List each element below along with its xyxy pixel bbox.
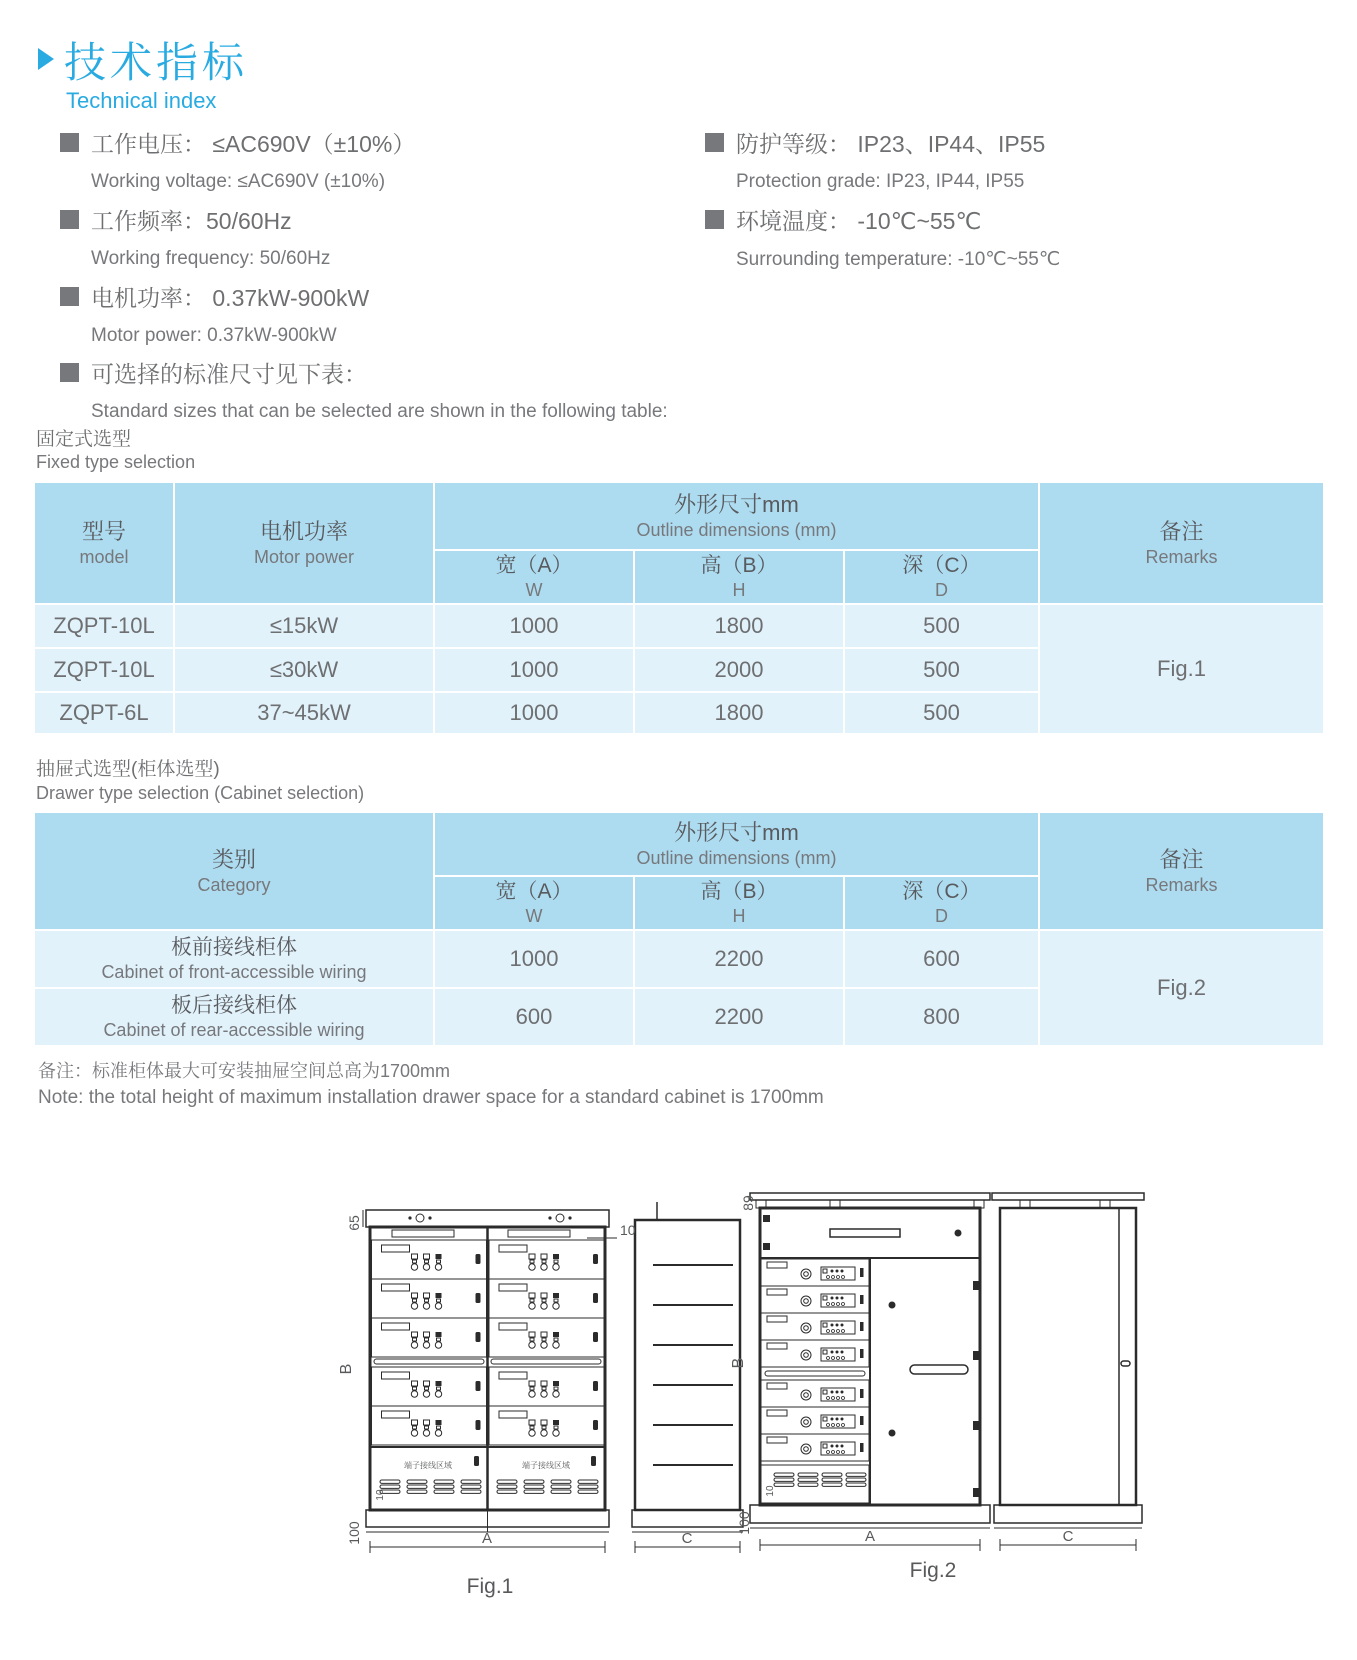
cell-width: 1000 — [509, 700, 559, 726]
fig2-dim-depth: C — [1062, 1528, 1074, 1545]
fig2-dim-height: B — [730, 1357, 747, 1369]
fig1-dim-vent: 10 — [375, 1489, 386, 1501]
header-power-cn: 电机功率 — [259, 519, 348, 544]
page-title: 技术指标 — [64, 39, 249, 86]
table-row-cell — [35, 649, 173, 691]
cell-height: 1800 — [714, 613, 764, 639]
header-outline-en: Outline dimensions (mm) — [636, 519, 837, 540]
header-depth-cn: 深（C） — [902, 553, 981, 577]
header-outline-en: Outline dimensions (mm) — [636, 847, 837, 868]
header-height-cn: 高（B） — [700, 879, 778, 903]
spec-cn: 电机功率： 0.37kW-900kW — [91, 285, 370, 311]
table-row-cell — [35, 989, 433, 1045]
spec-en: Protection grade: IP23, IP44, IP55 — [736, 171, 1025, 192]
header-width-cn: 宽（A） — [495, 879, 573, 903]
fig2-dim-width: A — [864, 1528, 876, 1545]
bullet-square-icon — [60, 133, 79, 152]
spec-cn: 可选择的标准尺寸见下表： — [91, 361, 367, 387]
header-outline-cn: 外形尺寸mm — [674, 492, 799, 517]
table-row-cell — [435, 989, 633, 1045]
fig2-dimensions — [730, 1195, 1136, 1551]
cell-height: 2200 — [714, 946, 764, 972]
table-row-cell — [635, 605, 843, 647]
bullet-square-icon — [60, 210, 79, 229]
cell-power: 37~45kW — [257, 700, 351, 726]
header-height-en: H — [732, 905, 746, 926]
header-remarks-en: Remarks — [1145, 546, 1218, 567]
table-row-cell — [35, 605, 173, 647]
spec-cn: 工作频率：50/60Hz — [91, 208, 292, 234]
header-width — [435, 877, 633, 929]
fig1-dim-top: 65 — [346, 1215, 362, 1231]
fig1-caption: Fig.1 — [466, 1575, 514, 1598]
fixed-section-label-en: Fixed type selection — [36, 452, 196, 472]
table-row-cell — [175, 605, 433, 647]
header-depth-cn: 深（C） — [902, 879, 981, 903]
header-width-en: W — [525, 579, 543, 600]
spec-en: Motor power: 0.37kW-900kW — [91, 325, 337, 346]
table-row-cell — [845, 649, 1038, 691]
fig1-dim-depth: C — [681, 1530, 693, 1547]
cell-depth: 600 — [923, 946, 960, 972]
fig2-dim-bottom: 100 — [736, 1511, 752, 1535]
cell-remarks-fig2 — [1040, 931, 1323, 1045]
spec-en: Surrounding temperature: -10℃~55℃ — [736, 249, 1061, 270]
cell-model: ZQPT-10L — [53, 657, 155, 683]
spec-cn: 环境温度： -10℃~55℃ — [736, 208, 982, 234]
cell-width: 600 — [515, 1004, 553, 1030]
remarks-value: Fig.1 — [1157, 656, 1206, 682]
cell-category-en: Cabinet of rear-accessible wiring — [103, 1019, 365, 1040]
spec-protection-grade — [705, 126, 1045, 193]
header-depth-en: D — [935, 905, 948, 926]
cell-remarks-fig1 — [1040, 605, 1323, 733]
fig1-terminal-label: 端子接线区域 — [522, 1461, 570, 1470]
fig2-caption: Fig.2 — [909, 1559, 957, 1582]
table-row-cell — [845, 693, 1038, 733]
table-row-cell — [845, 989, 1038, 1045]
cabinet-figures-drawing — [325, 1105, 1170, 1625]
cell-depth: 500 — [923, 700, 960, 726]
spec-ambient-temperature — [705, 203, 1060, 271]
spec-motor-power — [60, 280, 369, 347]
cell-height: 1800 — [714, 700, 764, 726]
table-row-cell — [435, 605, 633, 647]
header-height — [635, 877, 843, 929]
fig1-dim-bottom: 100 — [346, 1521, 362, 1545]
cell-power: ≤30kW — [269, 657, 339, 683]
cell-width: 1000 — [509, 613, 559, 639]
header-depth — [845, 877, 1038, 929]
cell-power: ≤15kW — [269, 613, 339, 639]
spec-cn: 工作电压： ≤AC690V（±10%） — [91, 131, 416, 157]
fig2-side-view — [992, 1193, 1144, 1528]
header-motor-power — [175, 483, 433, 603]
header-model — [35, 483, 173, 603]
remarks-value: Fig.2 — [1157, 975, 1206, 1001]
spec-working-frequency — [60, 203, 330, 270]
table-row-cell — [175, 693, 433, 733]
cell-category-cn: 板前接线柜体 — [171, 935, 297, 959]
header-width-en: W — [525, 905, 543, 926]
fixed-section-label-cn: 固定式选型 — [36, 429, 132, 450]
header-height-cn: 高（B） — [700, 553, 778, 577]
bullet-square-icon — [705, 133, 724, 152]
spec-standard-sizes-note — [60, 356, 668, 423]
drawer-section-label-en: Drawer type selection (Cabinet selection) — [36, 783, 365, 803]
fig1-front-view — [366, 1210, 609, 1532]
fig1-dim-gap: 10 — [620, 1222, 636, 1238]
cell-width: 1000 — [509, 657, 559, 683]
bullet-square-icon — [60, 363, 79, 382]
header-category — [35, 813, 433, 929]
cell-width: 1000 — [509, 946, 559, 972]
cell-category-cn: 板后接线柜体 — [171, 993, 297, 1017]
header-model-en: model — [79, 546, 129, 567]
spec-en: Working voltage: ≤AC690V (±10%) — [91, 171, 386, 192]
header-height-en: H — [732, 579, 746, 600]
fig1-dim-width: A — [481, 1530, 493, 1547]
table-row-cell — [175, 649, 433, 691]
table-row-cell — [435, 931, 633, 987]
spec-working-voltage — [60, 126, 415, 193]
fig1-dim-height: B — [338, 1363, 355, 1375]
table-row-cell — [635, 989, 843, 1045]
fixed-type-table — [35, 483, 1323, 733]
header-category-en: Category — [197, 874, 271, 895]
fig1-side-view — [632, 1202, 743, 1532]
fig1-dimensions — [338, 1210, 740, 1553]
cell-depth: 500 — [923, 657, 960, 683]
table-row-cell — [435, 649, 633, 691]
fig2-dim-top: 89 — [740, 1195, 756, 1211]
table-row-cell — [435, 693, 633, 733]
header-depth — [845, 551, 1038, 603]
bullet-square-icon — [60, 287, 79, 306]
bullet-square-icon — [705, 210, 724, 229]
fig2-dim-vent: 10 — [765, 1485, 776, 1497]
table-row-cell — [35, 693, 173, 733]
cell-height: 2000 — [714, 657, 764, 683]
cell-model: ZQPT-6L — [59, 700, 149, 726]
header-width — [435, 551, 633, 603]
drawer-type-table — [35, 813, 1323, 1045]
header-remarks-en: Remarks — [1145, 874, 1218, 895]
spec-en: Standard sizes that can be selected are shown in the following table: — [91, 401, 668, 422]
table-row-cell — [635, 649, 843, 691]
page-subtitle: Technical index — [66, 88, 217, 113]
table-row-cell — [845, 931, 1038, 987]
cell-category-en: Cabinet of front-accessible wiring — [101, 961, 367, 982]
header-remarks — [1040, 813, 1323, 929]
table-row-cell — [635, 693, 843, 733]
note-cn: 备注：标准柜体最大可安装抽屉空间总高为1700mm — [38, 1061, 451, 1081]
cell-depth: 500 — [923, 613, 960, 639]
title-arrow-icon — [38, 48, 54, 70]
header-remarks-cn: 备注 — [1159, 847, 1204, 872]
spec-cn: 防护等级： IP23、IP44、IP55 — [736, 131, 1046, 157]
header-width-cn: 宽（A） — [495, 553, 573, 577]
header-model-cn: 型号 — [81, 519, 126, 544]
header-outline-dimensions — [435, 813, 1038, 875]
table-row-cell — [35, 931, 433, 987]
header-height — [635, 551, 843, 603]
header-outline-dimensions — [435, 483, 1038, 549]
fig1-terminal-label: 端子接线区域 — [404, 1461, 452, 1470]
header-depth-en: D — [935, 579, 948, 600]
table-row-cell — [845, 605, 1038, 647]
cell-depth: 800 — [923, 1004, 960, 1030]
note-en: Note: the total height of maximum installation drawer space for a standard cabinet is 1700mm — [38, 1087, 824, 1108]
cell-model: ZQPT-10L — [53, 613, 155, 639]
header-outline-cn: 外形尺寸mm — [674, 820, 799, 845]
header-remarks-cn: 备注 — [1159, 519, 1204, 544]
spec-en: Working frequency: 50/60Hz — [91, 248, 331, 269]
header-power-en: Motor power — [253, 546, 355, 567]
table-row-cell — [635, 931, 843, 987]
header-remarks — [1040, 483, 1323, 603]
cell-height: 2200 — [714, 1004, 764, 1030]
drawer-section-label-cn: 抽屉式选型(柜体选型) — [36, 759, 220, 780]
header-category-cn: 类别 — [211, 847, 256, 872]
fig2-front-view — [750, 1193, 990, 1528]
